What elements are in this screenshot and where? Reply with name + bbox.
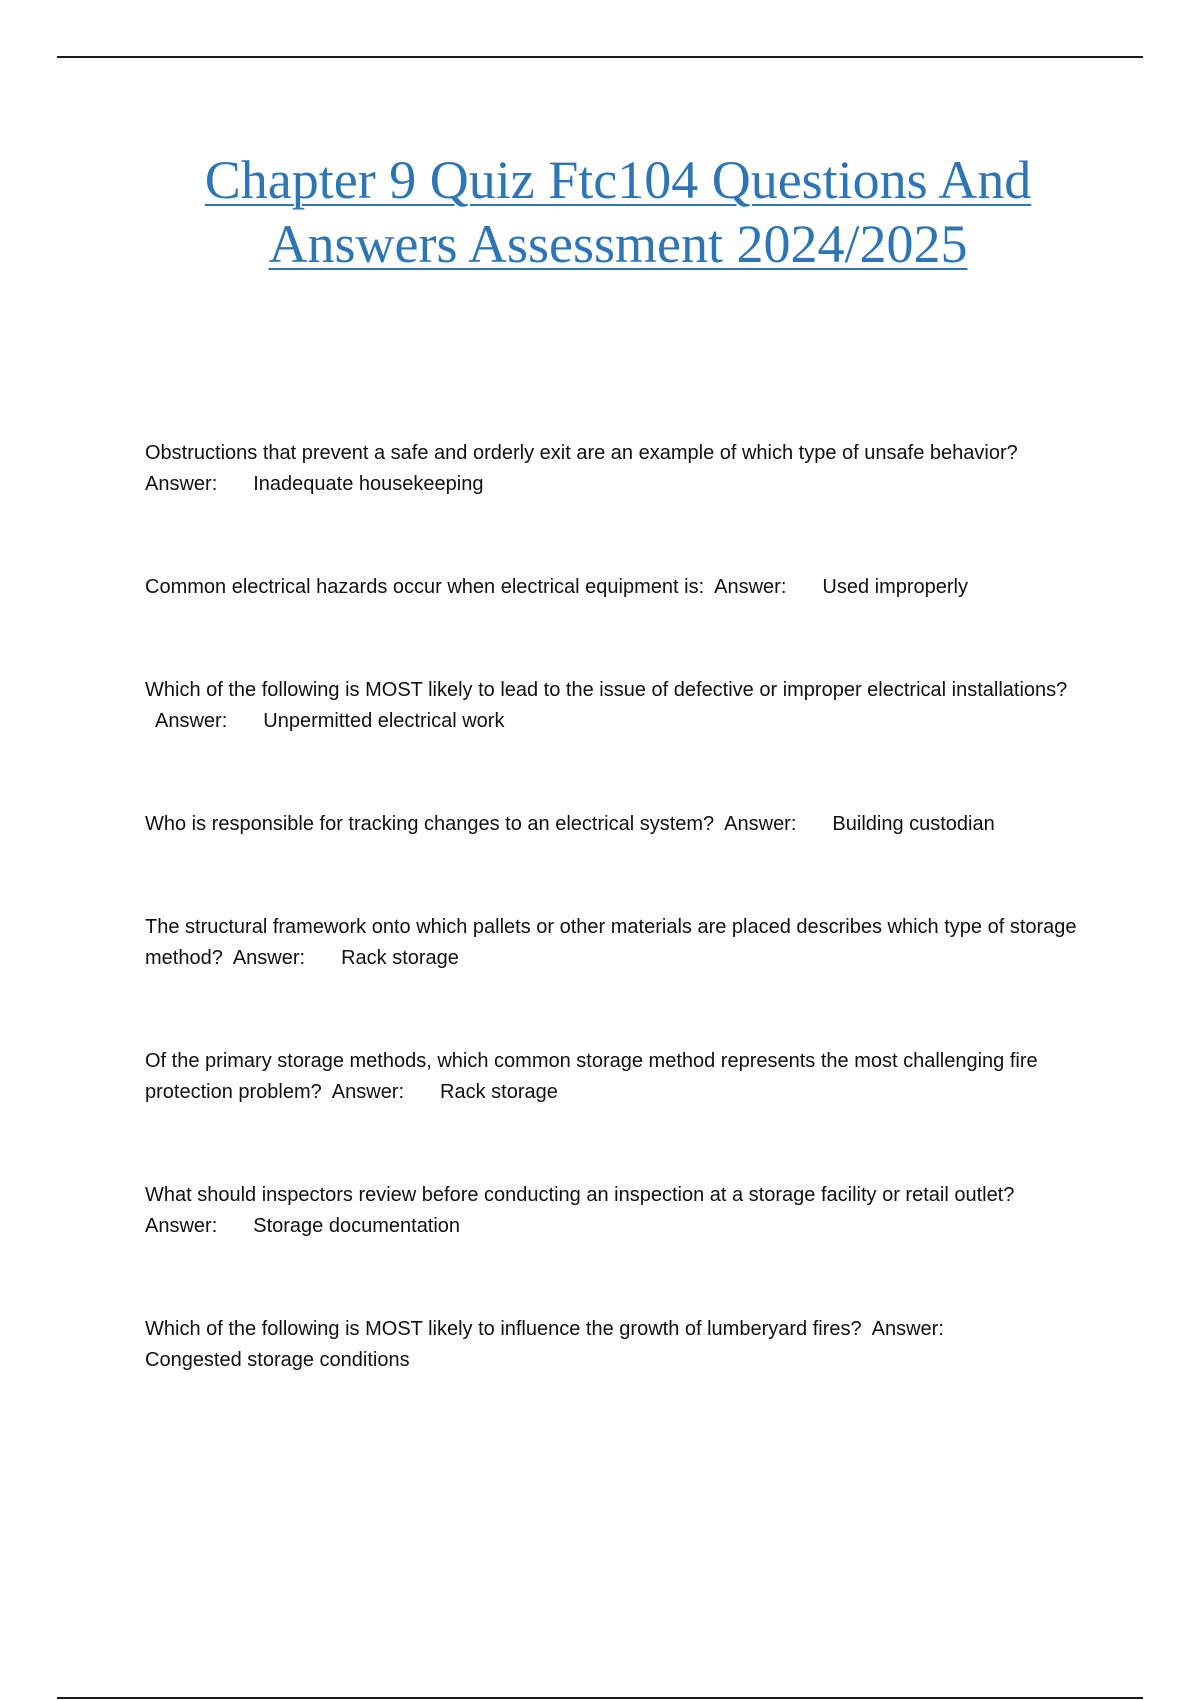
answer-label: Answer: [724, 813, 797, 835]
answer-text: Used improperly [822, 576, 968, 598]
top-rule [57, 56, 1143, 58]
question-text: Which of the following is MOST likely to influence the growth of lumberyard fires? [145, 1318, 862, 1340]
answer-label: Answer: [331, 1081, 405, 1103]
qa-item-4 [145, 809, 1085, 840]
answer-text: Storage documentation [253, 1215, 461, 1237]
qa-item-6 [145, 1046, 1085, 1108]
qa-item-5 [145, 912, 1085, 974]
qa-list [145, 438, 1085, 1376]
qa-item-7 [145, 1180, 1085, 1242]
qa-item-2 [145, 572, 1085, 603]
answer-label: Answer: [232, 947, 306, 969]
answer-text: Congested storage conditions [145, 1349, 410, 1371]
answer-label: Answer: [714, 576, 787, 598]
question-text: Which of the following is MOST likely to lead to the issue of defective or improper electrical installations? [145, 679, 1068, 701]
qa-item-1 [145, 438, 1085, 500]
question-text: Obstructions that prevent a safe and orderly exit are an example of which type of unsafe behavior? [145, 442, 1018, 464]
question-text: What should inspectors review before conducting an inspection at a storage facility or retail outlet? [145, 1184, 1015, 1206]
page-title [150, 148, 1086, 276]
title-link[interactable]: Chapter 9 Quiz Ftc104 Questions And Answers Assessment 2024/2025 [204, 150, 1032, 274]
answer-label: Answer: [871, 1318, 944, 1340]
answer-label: Answer: [155, 710, 228, 732]
answer-text: Rack storage [440, 1081, 558, 1103]
bottom-rule [57, 1697, 1143, 1699]
answer-text: Inadequate housekeeping [253, 473, 484, 495]
answer-label: Answer: [145, 1215, 218, 1237]
answer-text: Unpermitted electrical work [263, 710, 505, 732]
question-text: Who is responsible for tracking changes to an electrical system? [145, 813, 715, 835]
answer-text: Rack storage [341, 947, 459, 969]
answer-label: Answer: [145, 473, 218, 495]
answer-text: Building custodian [832, 813, 995, 835]
qa-item-8 [145, 1314, 1085, 1376]
question-text: Common electrical hazards occur when electrical equipment is: [145, 576, 705, 598]
qa-item-3 [145, 675, 1085, 737]
question-text: Of the primary storage methods, which common storage method represents the most challenging fire protection problem? [145, 1050, 1038, 1103]
question-text: The structural framework onto which pallets or other materials are placed describes which type of storage method? [145, 916, 1077, 969]
